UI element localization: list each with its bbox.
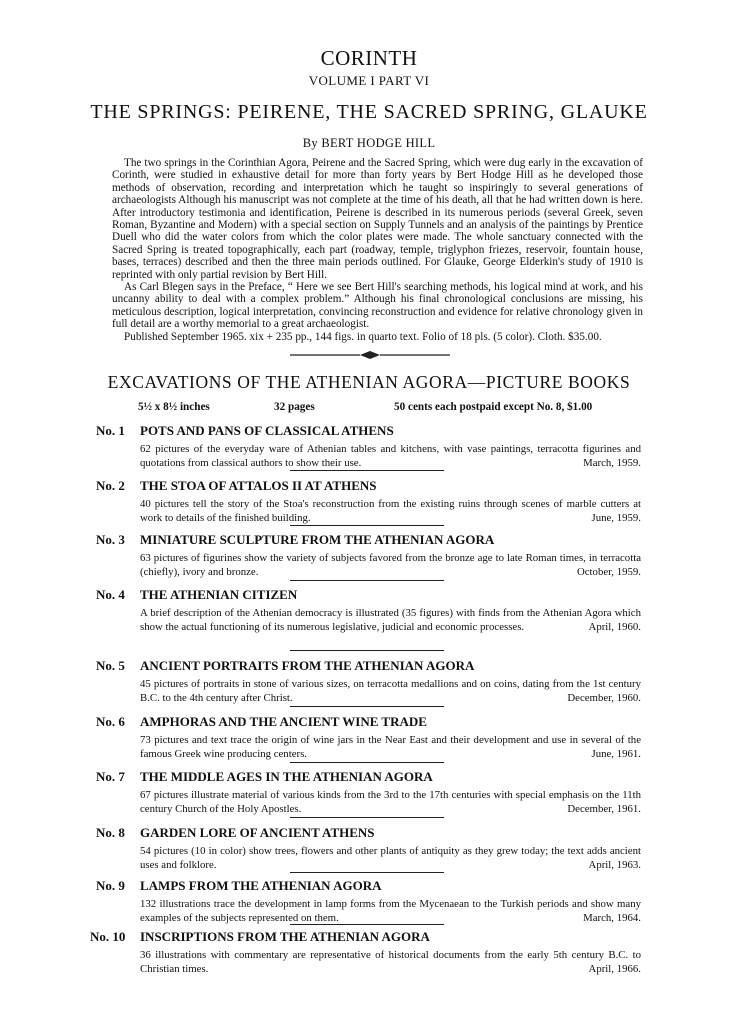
book-description: 45 pictures of portraits in stone of various sizes, on terracotta medallions and on coins, dating from the 1st century B.C. to the 4th century after Christ. — [140, 678, 641, 704]
book-number: No. 6 — [96, 714, 125, 729]
book-title-heading: THE SPRINGS: PEIRENE, THE SACRED SPRING, GLAUKE — [90, 101, 648, 123]
book-number: No. 7 — [96, 769, 125, 784]
book-description-block — [140, 897, 641, 925]
book-date: June, 1959. — [591, 512, 641, 524]
book-date: June, 1961. — [591, 748, 641, 760]
book-description: 132 illustrations trace the development in lamp forms from the Mycenaean to the Turkish periods and show many examples of the subjects represented on them. — [140, 898, 641, 924]
book-date: December, 1961. — [567, 803, 641, 815]
book-description-block — [140, 606, 641, 634]
book-description: 54 pictures (10 in color) show trees, flowers and other plants of antiquity as they grew today; the text adds ancient uses and folklore. — [140, 845, 641, 871]
book-title: ANCIENT PORTRAITS FROM THE ATHENIAN AGORA — [140, 658, 475, 673]
entry-rule — [290, 470, 444, 471]
book-title: GARDEN LORE OF ANCIENT ATHENS — [140, 825, 375, 840]
entry-rule — [290, 580, 444, 581]
publication-details: Published September 1965. xix + 235 pp., 144 figs. in quarto text. Folio of 18 pls. (5 color). Cloth. $35.00. — [124, 330, 602, 343]
book-date: October, 1959. — [576, 566, 641, 578]
book-title: POTS AND PANS OF CLASSICAL ATHENS — [140, 423, 394, 438]
book-description-block — [140, 677, 641, 705]
page-count: 32 pages — [274, 401, 315, 413]
book-description-block — [140, 497, 641, 525]
book-date: March, 1964. — [583, 912, 641, 924]
book-number: No. 8 — [96, 825, 125, 840]
book-description: 36 illustrations with commentary are representative of historical documents from the early 5th century B.C. to Christian times. — [140, 949, 641, 975]
entry-rule — [290, 706, 444, 707]
book-date: March, 1959. — [583, 457, 641, 469]
entry-rule — [290, 924, 444, 925]
book-number: No. 5 — [96, 658, 125, 673]
price-note: 50 cents each postpaid except No. 8, $1.00 — [394, 401, 593, 413]
book-number: No. 3 — [96, 532, 125, 547]
book-title: MINIATURE SCULPTURE FROM THE ATHENIAN AGORA — [140, 532, 495, 547]
book-description-block — [140, 733, 641, 761]
book-description: 62 pictures of the everyday ware of Athenian tables and kitchens, with vase paintings, terracotta figurines and quotations from classical authors to show their use. — [140, 443, 641, 469]
book-description-block — [140, 788, 641, 816]
entry-rule — [290, 650, 444, 651]
book-number: No. 1 — [96, 423, 125, 438]
book-number: No. 9 — [96, 878, 125, 893]
book-number: No. 10 — [90, 929, 126, 944]
book-description-block — [140, 948, 641, 976]
book-size: 5½ x 8½ inches — [138, 401, 210, 413]
book-number: No. 2 — [96, 478, 125, 493]
book-description: 40 pictures tell the story of the Stoa's reconstruction from the existing ruins through scenes of marble cutters at work to details of the finished building. — [140, 498, 641, 524]
book-description: 67 pictures illustrate material of various kinds from the 3rd to the 17th centuries with special emphasis on the 11th century Church of the Holy Apostles. — [140, 789, 641, 815]
entry-rule — [290, 817, 444, 818]
volume-subheading: VOLUME I PART VI — [308, 73, 430, 88]
book-title: THE STOA OF ATTALOS II AT ATHENS — [140, 478, 377, 493]
book-date: April, 1960. — [588, 621, 641, 633]
book-title: INSCRIPTIONS FROM THE ATHENIAN AGORA — [140, 929, 430, 944]
book-description-block — [140, 844, 641, 872]
series-heading: CORINTH — [320, 46, 418, 70]
book-number: No. 4 — [96, 587, 125, 602]
author-byline: By BERT HODGE HILL — [302, 136, 436, 150]
book-description-block — [140, 442, 641, 470]
preface-quote-paragraph: As Carl Blegen says in the Preface, “ Here we see Bert Hill's searching methods, his logical mind at work, and his uncanny ability to deal with a complex problem.” Although his final chronological conclusions are missing, his meticulous description, logical interpretation, convincing reconstruction and evidence for relative chronology given in full detail are a worthy memorial to a great archaeologist. — [112, 281, 643, 331]
entry-rule — [290, 872, 444, 873]
entry-rule — [290, 762, 444, 763]
book-description: 73 pictures and text trace the origin of wine jars in the Near East and their development and use in several of the famous Greek wine producing centers. — [140, 734, 641, 760]
book-title: AMPHORAS AND THE ANCIENT WINE TRADE — [140, 714, 427, 729]
book-date: April, 1966. — [588, 963, 641, 975]
book-title: THE ATHENIAN CITIZEN — [140, 587, 298, 602]
book-description: A brief description of the Athenian democracy is illustrated (35 figures) with finds from the Athenian Agora which show the actual functioning of its numerous legislative, judicial and economic processes. — [140, 607, 641, 633]
entry-rule — [290, 525, 444, 526]
book-date: April, 1963. — [588, 859, 641, 871]
book-date: December, 1960. — [567, 692, 641, 704]
description-paragraph: The two springs in the Corinthian Agora, Peirene and the Sacred Spring, which were dug early in the excavation of Corinth, were studied in exhaustive detail for more than forty years by Bert Hodge Hill as he developed those methods of observation, recording and interpretation which he taught so inspiringly to several generations of archaeologists Although his manuscript was not complete at the time of his death, all that he had written down is here. After introductory testimonia and identification, Peirene is described in its numerous periods (several Greek, seven Roman, Byzantine and Modern) with a special section on Supply Tunnels and an analysis of the paintings by Prentice Duell who did the water colors from which the color plates were made. The whole sanctuary connected with the Sacred Spring is treated topographically, each part (roadway, temple, triglyphon friezes, reservoir, fountain house, bases, terraces) described and then the three main periods outlined. For Glauke, George Elderkin's study of 1910 is reprinted with only partial revision by Bert Hill. — [112, 157, 643, 281]
book-title: LAMPS FROM THE ATHENIAN AGORA — [140, 878, 382, 893]
picture-books-heading: EXCAVATIONS OF THE ATHENIAN AGORA—PICTURE BOOKS — [107, 372, 631, 392]
book-description-block — [140, 551, 641, 579]
book-description: 63 pictures of figurines show the variety of subjects favored from the bronze age to late Roman times, in terracotta (chiefly), ivory and bronze. — [140, 552, 641, 578]
book-title: THE MIDDLE AGES IN THE ATHENIAN AGORA — [140, 769, 433, 784]
